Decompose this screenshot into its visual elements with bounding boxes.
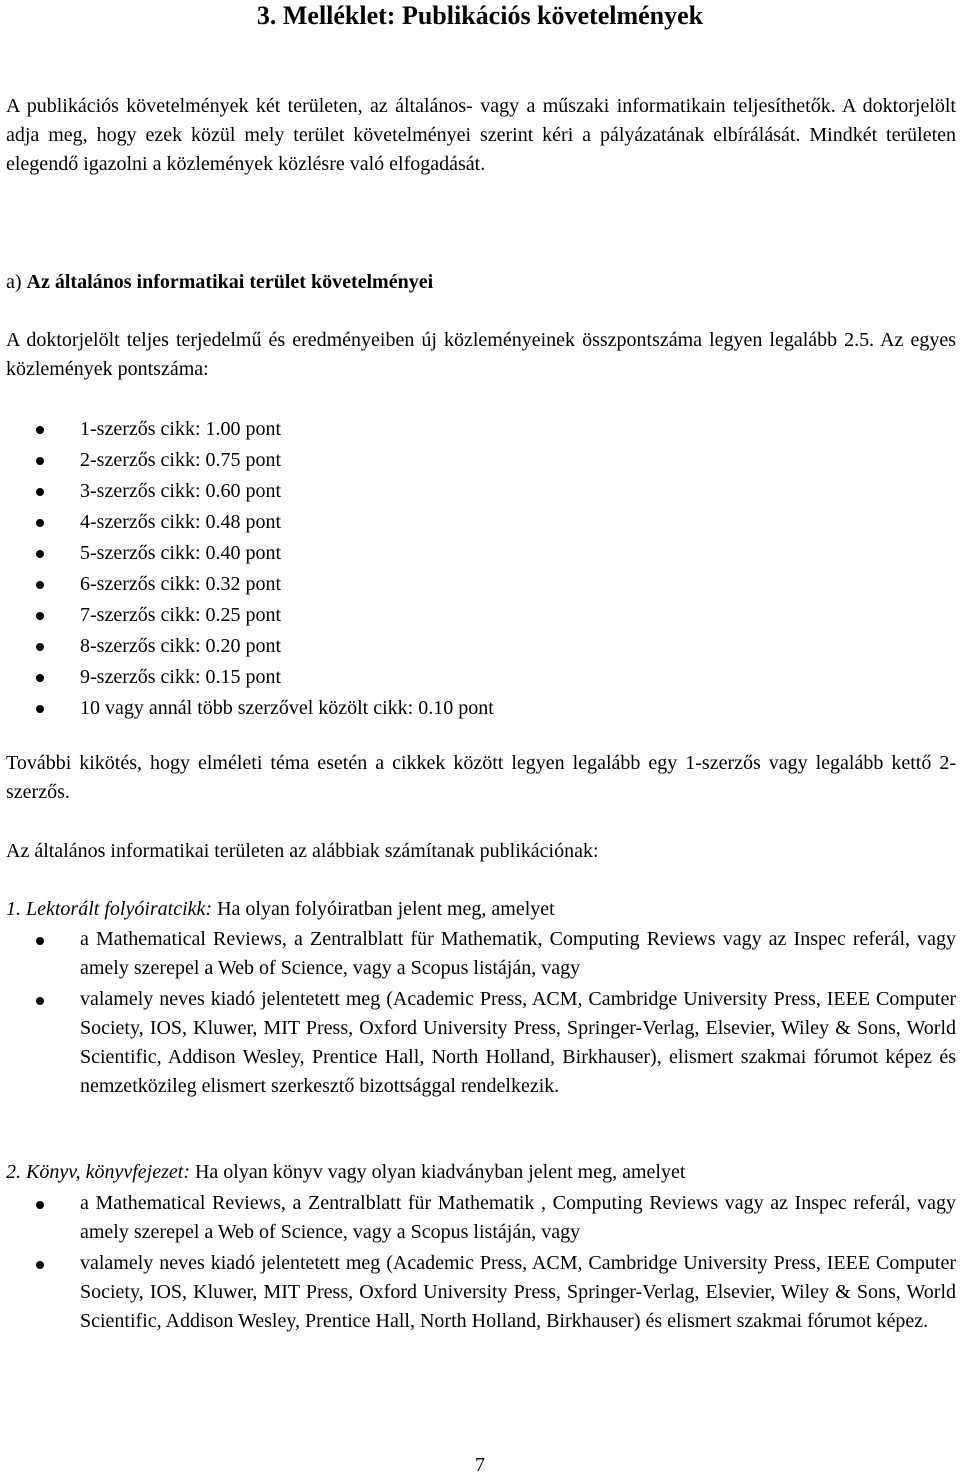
list-item: 2-szerzős cikk: 0.75 pont	[0, 445, 960, 476]
list-item: 9-szerzős cikk: 0.15 pont	[0, 662, 960, 693]
document-title: 3. Melléklet: Publikációs követelmények	[256, 1, 704, 30]
bullet-icon	[36, 997, 44, 1005]
list-item: valamely neves kiadó jelentetett meg (Academic Press, ACM, Cambridge University Press, IEEE Computer Society, IOS, Kluwer, MIT Press, Oxford University Press, Springer-Verlag, Elsevier, Wiley & Sons, World Scientific, Addison Wesley, Prentice Hall, North Holland, Birkhauser), elismert szakmai fórumot képez és nemzetközileg elismert szerkesztő bizottsággal rendelkezik.	[0, 985, 960, 1101]
intro-paragraph: A publikációs követelmények két területen, az általános- vagy a műszaki informatikain teljesíthetők. A doktorjelölt adja meg, hogy ezek közül mely terület követelményei szerint kéri a pályázatának elbírálását. Mindkét területen elegendő igazolni a közlemények közlésre való elfogadását.	[6, 95, 956, 175]
list-item: 1-szerzős cikk: 1.00 pont	[0, 414, 960, 445]
bullet-icon	[36, 612, 44, 620]
requirement-paragraph: A doktorjelölt teljes terjedelmű és eredményeiben új közleményeinek összpontszáma legyen legalább 2.5. Az egyes közlemények pontszáma:	[6, 329, 956, 380]
bullet-icon	[36, 705, 44, 713]
bullet-icon	[36, 550, 44, 558]
list-item: 8-szerzős cikk: 0.20 pont	[0, 631, 960, 662]
bullet-icon	[36, 1201, 44, 1209]
item2-label: 2. Könyv, könyvfejezet:	[6, 1161, 190, 1183]
points-list	[0, 414, 960, 724]
list-item: valamely neves kiadó jelentetett meg (Academic Press, ACM, Cambridge University Press, IEEE Computer Society, IOS, Kluwer, MIT Press, Oxford University Press, Springer-Verlag, Elsevier, Wiley & Sons, World Scientific, Addison Wesley, Prentice Hall, North Holland, Birkhauser) és elismert szakmai fórumot képez.	[0, 1249, 960, 1336]
bullet-icon	[36, 426, 44, 434]
list-item: 3-szerzős cikk: 0.60 pont	[0, 476, 960, 507]
bullet-icon	[36, 488, 44, 496]
counts-as-paragraph: Az általános informatikai területen az alábbiak számítanak publikációnak:	[6, 840, 599, 862]
item1-bullets	[0, 925, 960, 1101]
item2-heading	[6, 1158, 956, 1187]
list-item: 5-szerzős cikk: 0.40 pont	[0, 538, 960, 569]
bullet-icon	[36, 643, 44, 651]
bullet-icon	[36, 1261, 44, 1269]
bullet-icon	[36, 581, 44, 589]
list-item: 10 vagy annál több szerzővel közölt cikk: 0.10 pont	[0, 693, 960, 724]
bullet-icon	[36, 457, 44, 465]
item2-text: Ha olyan könyv vagy olyan kiadványban jelent meg, amelyet	[194, 1161, 686, 1183]
list-item: a Mathematical Reviews, a Zentralblatt für Mathematik, Computing Reviews vagy az Inspec referál, vagy amely szerepel a Web of Science, vagy a Scopus listáján, vagy	[0, 925, 960, 983]
bullet-icon	[36, 937, 44, 945]
item1-heading	[6, 895, 956, 924]
page-number: 7	[475, 1454, 485, 1476]
item2-bullets	[0, 1189, 960, 1336]
bullet-icon	[36, 674, 44, 682]
item1-text: Ha olyan folyóiratban jelent meg, amelyet	[217, 898, 555, 920]
list-item: 7-szerzős cikk: 0.25 pont	[0, 600, 960, 631]
section-a-prefix: a)	[6, 271, 22, 293]
item1-label: 1. Lektorált folyóiratcikk:	[6, 898, 213, 920]
list-item: 4-szerzős cikk: 0.48 pont	[0, 507, 960, 538]
bullet-icon	[36, 519, 44, 527]
section-a-title: Az általános informatikai terület követelményei	[26, 271, 434, 293]
list-item: a Mathematical Reviews, a Zentralblatt für Mathematik , Computing Reviews vagy az Inspec referál, vagy amely szerepel a Web of Science, vagy a Scopus listáján, vagy	[0, 1189, 960, 1247]
section-a-heading	[6, 268, 956, 297]
extra-condition-paragraph: További kikötés, hogy elméleti téma esetén a cikkek között legyen legalább egy 1-szerzős vagy legalább kettő 2-szerzős.	[6, 752, 956, 803]
list-item: 6-szerzős cikk: 0.32 pont	[0, 569, 960, 600]
